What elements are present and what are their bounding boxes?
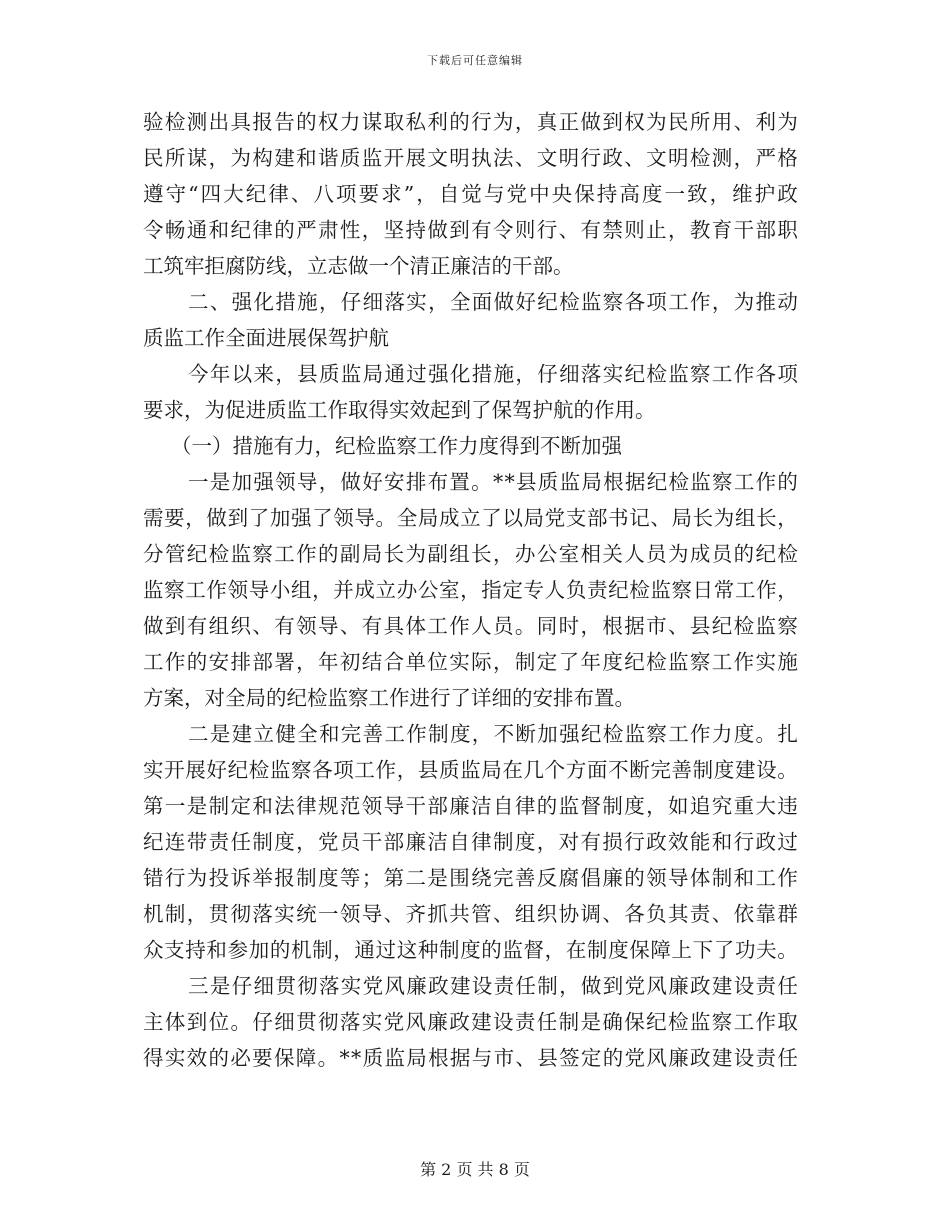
text-line: 方 案 ， 对 全 局 的 纪 检 监 察 工 作 进 行 了 详 细 的 安 排 布 置 。 xyxy=(143,686,635,710)
text-line: 工 筑 牢 拒 腐 防 线 ， 立 志 做 一 个 清 正 廉 洁 的 干 部 。 xyxy=(143,254,574,278)
subsection-heading-line: （ 一 ） 措 施 有 力 ， 纪 检 监 察 工 作 力 度 得 到 不 断 加 强 xyxy=(171,434,622,458)
text-line: 主 体 到 位 。 仔 细 贯 彻 落 实 党 风 廉 政 建 设 责 任 制 是 确 保 纪 检 监 察 工 作 取 xyxy=(143,1010,798,1034)
text-line: 需 要 ， 做 到 了 加 强 了 领 导 。 全 局 成 立 了 以 局 党 支 部 书 记 、 局 长 为 组 长 ， xyxy=(143,506,798,530)
text-line: 民 所 谋 ， 为 构 建 和 谐 质 监 开 展 文 明 执 法 、 文 明 行 政 、 文 明 检 测 ， 严 格 xyxy=(143,146,798,170)
text-line: 要 求 ， 为 促 进 质 监 工 作 取 得 实 效 起 到 了 保 驾 护 航 的 作 用 。 xyxy=(143,398,656,422)
text-line: 得 实 效 的 必 要 保 障 。 * * 质 监 局 根 据 与 市 、 县 签 定 的 党 风 廉 政 建 设 责 任 xyxy=(143,1046,798,1070)
section-heading-line: 二 、 强 化 措 施 ， 仔 细 落 实 ， 全 面 做 好 纪 检 监 察 各 项 工 作 ， 为 推 动 xyxy=(188,290,798,314)
text-line: 三 是 仔 细 贯 彻 落 实 党 风 廉 政 建 设 责 任 制 ， 做 到 党 风 廉 政 建 设 责 任 xyxy=(188,974,798,998)
page-number-footer: 第 2 页 共 8 页 xyxy=(420,1160,530,1179)
text-line: 第 一 是 制 定 和 法 律 规 范 领 导 干 部 廉 洁 自 律 的 监 督 制 度 ， 如 追 究 重 大 违 xyxy=(143,794,798,818)
text-line: 遵 守 “ 四 大 纪 律 、 八 项 要 求 ” ， 自 觉 与 党 中 央 保 持 高 度 一 致 ， 维 护 政 xyxy=(143,182,798,206)
text-line: 令 畅 通 和 纪 律 的 严 肃 性 ， 坚 持 做 到 有 令 则 行 、 有 禁 则 止 ， 教 育 干 部 职 xyxy=(143,218,798,242)
text-line: 二 是 建 立 健 全 和 完 善 工 作 制 度 ， 不 断 加 强 纪 检 监 察 工 作 力 度 。 扎 xyxy=(188,722,798,746)
text-line: 众 支 持 和 参 加 的 机 制 ， 通 过 这 种 制 度 的 监 督 ， 在 制 度 保 障 上 下 了 功 夫 。 xyxy=(143,938,798,962)
text-line: 实 开 展 好 纪 检 监 察 各 项 工 作 ， 县 质 监 局 在 几 个 方 面 不 断 完 善 制 度 建 设 。 xyxy=(143,758,798,782)
document-body xyxy=(143,104,798,1076)
text-line: 工 作 的 安 排 部 署 ， 年 初 结 合 单 位 实 际 ， 制 定 了 年 度 纪 检 监 察 工 作 实 施 xyxy=(143,650,798,674)
page-header-note: 下载后可任意编辑 xyxy=(427,54,523,67)
text-line: 机 制 ， 贯 彻 落 实 统 一 领 导 、 齐 抓 共 管 、 组 织 协 调 、 各 负 其 责 、 依 靠 群 xyxy=(143,902,798,926)
text-line: 监 察 工 作 领 导 小 组 ， 并 成 立 办 公 室 ， 指 定 专 人 负 责 纪 检 监 察 日 常 工 作 ， xyxy=(143,578,798,602)
text-line: 错 行 为 投 诉 举 报 制 度 等 ； 第 二 是 围 绕 完 善 反 腐 倡 廉 的 领 导 体 制 和 工 作 xyxy=(143,866,798,890)
text-line: 今 年 以 来 ， 县 质 监 局 通 过 强 化 措 施 ， 仔 细 落 实 纪 检 监 察 工 作 各 项 xyxy=(188,362,798,386)
text-line: 分 管 纪 检 监 察 工 作 的 副 局 长 为 副 组 长 ， 办 公 室 相 关 人 员 为 成 员 的 纪 检 xyxy=(143,542,798,566)
text-line: 一 是 加 强 领 导 ， 做 好 安 排 布 置 。 * * 县 质 监 局 根 据 纪 检 监 察 工 作 的 xyxy=(188,470,798,494)
text-line: 纪 连 带 责 任 制 度 ， 党 员 干 部 廉 洁 自 律 制 度 ， 对 有 损 行 政 效 能 和 行 政 过 xyxy=(143,830,798,854)
text-line: 验 检 测 出 具 报 告 的 权 力 谋 取 私 利 的 行 为 ， 真 正 做 到 权 为 民 所 用 、 利 为 xyxy=(143,110,798,134)
section-heading-line: 质 监 工 作 全 面 进 展 保 驾 护 航 xyxy=(143,326,389,350)
text-line: 做 到 有 组 织 、 有 领 导 、 有 具 体 工 作 人 员 。 同 时 ， 根 据 市 、 县 纪 检 监 察 xyxy=(143,614,798,638)
